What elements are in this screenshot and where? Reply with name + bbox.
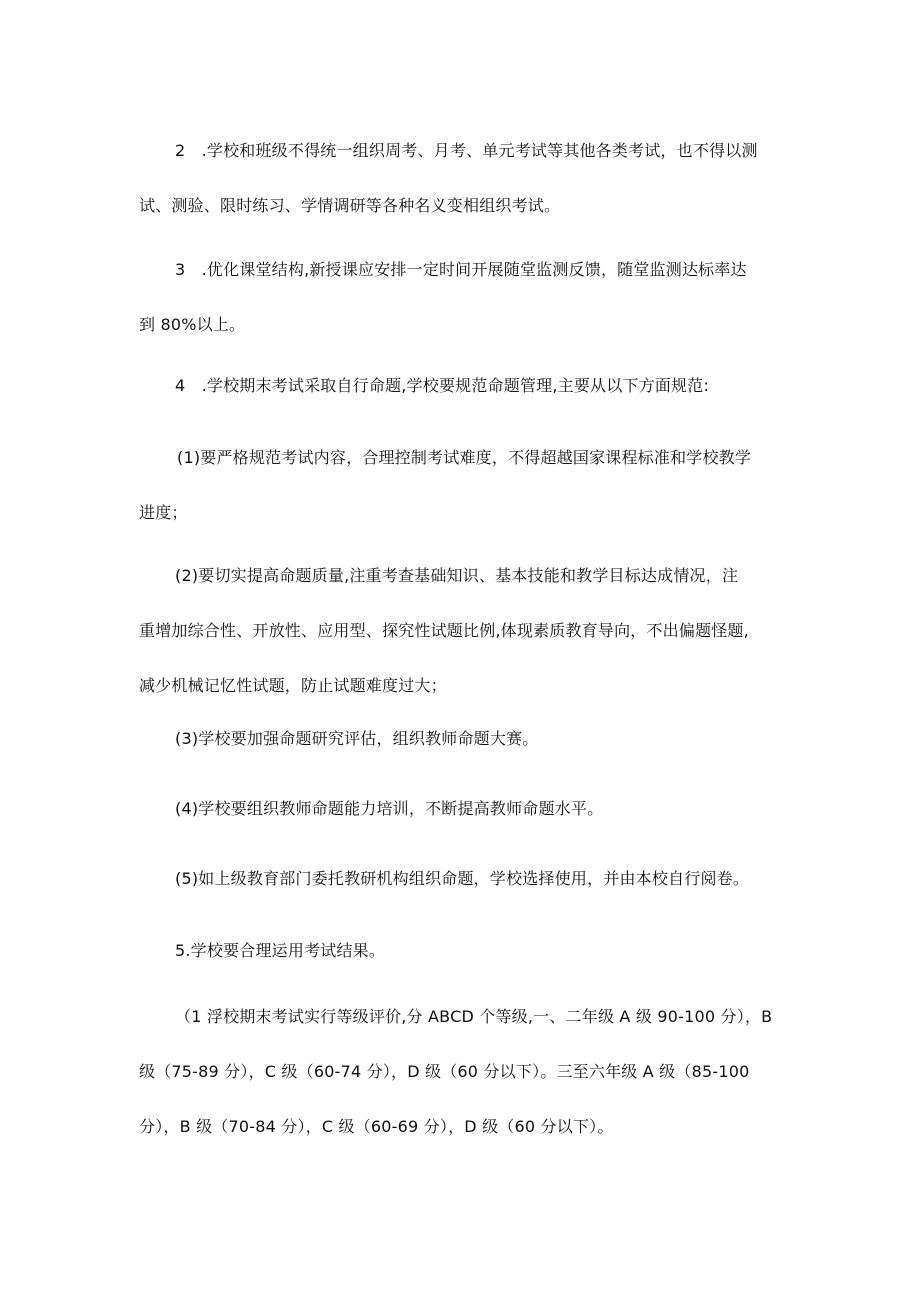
- paragraph-line: 试、测验、限时练习、学情调研等各种名义变相组织考试。: [139, 196, 561, 215]
- paragraph-line: 重增加综合性、开放性、应用型、探究性试题比例,体现素质教育导向，不出偏题怪题,: [139, 621, 749, 640]
- paragraph-line: 2 .学校和班级不得统一组织周考、月考、单元考试等其他各类考试，也不得以测: [175, 141, 758, 160]
- paragraph-line: (5)如上级教育部门委托教研机构组织命题，学校选择使用，并由本校自行阅卷。: [175, 869, 750, 888]
- paragraph-5: [139, 923, 789, 978]
- paragraph-line: (2)要切实提高命题质量,注重考查基础知识、基本技能和教学目标达成情况，注: [175, 566, 739, 585]
- paragraph-5-item-1: [139, 989, 789, 1154]
- paragraph-line: (4)学校要组织教师命题能力培训，不断提高教师命题水平。: [175, 799, 604, 818]
- paragraph-4-item-5: [139, 851, 789, 906]
- paragraph-line: 分），B 级（70-84 分），C 级（60-69 分），D 级（60 分以下）。: [139, 1117, 614, 1136]
- paragraph-line: （1 浮校期末考试实行等级评价,分 ABCD 个等级,一、二年级 A 级 90-100 分），B: [175, 1007, 773, 1026]
- paragraph-line: 进度；: [139, 503, 188, 522]
- paragraph-4-item-1: [139, 430, 789, 540]
- paragraph-4-item-4: [139, 781, 789, 836]
- paragraph-line: 级（75-89 分），C 级（60-74 分），D 级（60 分以下）。三至六年级 A 级（85-100: [139, 1062, 750, 1081]
- paragraph-line: 4 .学校期末考试采取自行命题,学校要规范命题管理,主要从以下方面规范:: [175, 376, 710, 395]
- paragraph-line: 3 .优化课堂结构,新授课应安排一定时间开展随堂监测反馈，随堂监测达标率达: [175, 260, 747, 279]
- paragraph-line: 5.学校要合理运用考试结果。: [175, 941, 386, 960]
- paragraph-line: 到 80%以上。: [139, 315, 246, 334]
- paragraph-line: (1)要严格规范考试内容，合理控制考试难度，不得超越国家课程标准和学校教学: [177, 448, 752, 467]
- paragraph-line: 减少机械记忆性试题，防止试题难度过大；: [139, 676, 447, 695]
- paragraph-4-item-2: [139, 548, 789, 713]
- paragraph-3: [139, 242, 789, 352]
- paragraph-2: [139, 123, 789, 233]
- paragraph-line: (3)学校要加强命题研究评估，组织教师命题大赛。: [175, 729, 539, 748]
- paragraph-4: [139, 358, 789, 413]
- paragraph-4-item-3: [139, 711, 789, 766]
